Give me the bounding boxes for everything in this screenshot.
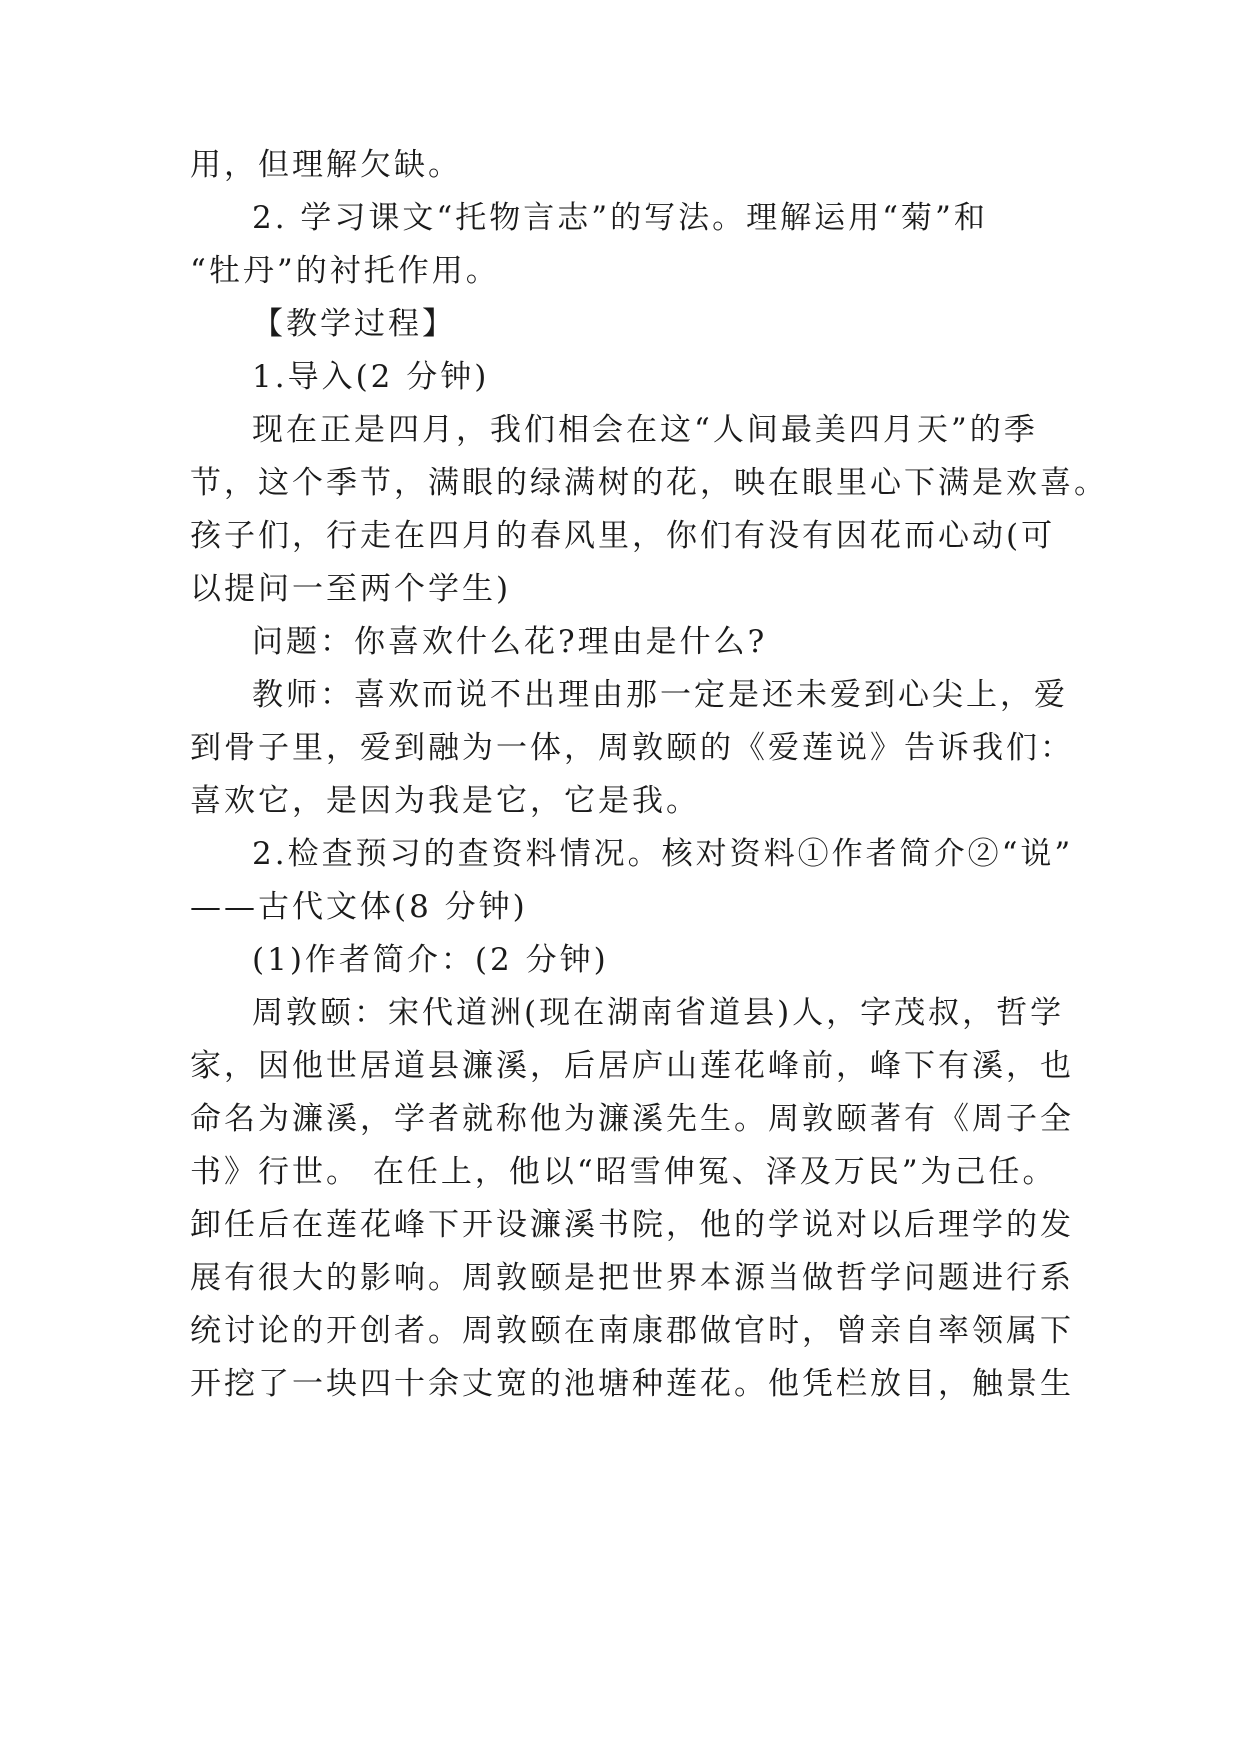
text-line: 命名为濂溪，学者就称他为濂溪先生。周敦颐著有《周子全 <box>190 1101 1074 1137</box>
text-line: 卸任后在莲花峰下开设濂溪书院，他的学说对以后理学的发 <box>190 1207 1074 1243</box>
text-line: 教师：喜欢而说不出理由那一定是还未爱到心尖上，爱 <box>252 677 1068 713</box>
text-line: ——古代文体(8 分钟) <box>190 889 528 925</box>
text-line: 孩子们，行走在四月的春风里，你们有没有因花而心动(可 <box>190 518 1056 554</box>
text-line: (1)作者简介：(2 分钟) <box>252 942 609 978</box>
text-line: 1.导入(2 分钟) <box>252 359 490 395</box>
text-line: 展有很大的影响。周敦颐是把世界本源当做哲学问题进行系 <box>190 1260 1074 1296</box>
text-line: 到骨子里，爱到融为一体，周敦颐的《爱莲说》告诉我们： <box>190 730 1074 766</box>
text-line: 喜欢它，是因为我是它，它是我。 <box>190 783 700 819</box>
text-line: 节，这个季节，满眼的绿满树的花，映在眼里心下满是欢喜。 <box>190 465 1108 501</box>
text-line: 以提问一至两个学生) <box>190 571 512 607</box>
text-line: 书》行世。 在任上，他以“昭雪伸冤、泽及万民”为己任。 <box>190 1154 1057 1190</box>
text-line: 现在正是四月，我们相会在这“人间最美四月天”的季 <box>252 412 1038 448</box>
text-line: 2. 学习课文“托物言志”的写法。理解运用“菊”和 <box>252 200 988 236</box>
section-heading: 【教学过程】 <box>252 306 456 342</box>
text-line: 2.检查预习的查资料情况。核对资料①作者简介②“说” <box>252 836 1074 872</box>
text-line: 周敦颐：宋代道洲(现在湖南省道县)人，字茂叔，哲学 <box>252 995 1065 1031</box>
text-line: 用，但理解欠缺。 <box>190 147 462 183</box>
text-line: 开挖了一块四十余丈宽的池塘种莲花。他凭栏放目，触景生 <box>190 1366 1074 1402</box>
text-line: 统讨论的开创者。周敦颐在南康郡做官时，曾亲自率领属下 <box>190 1313 1074 1349</box>
text-line: 问题：你喜欢什么花?理由是什么? <box>252 624 768 660</box>
text-line: “牡丹”的衬托作用。 <box>190 253 500 289</box>
text-line: 家，因他世居道县濂溪，后居庐山莲花峰前，峰下有溪，也 <box>190 1048 1074 1084</box>
